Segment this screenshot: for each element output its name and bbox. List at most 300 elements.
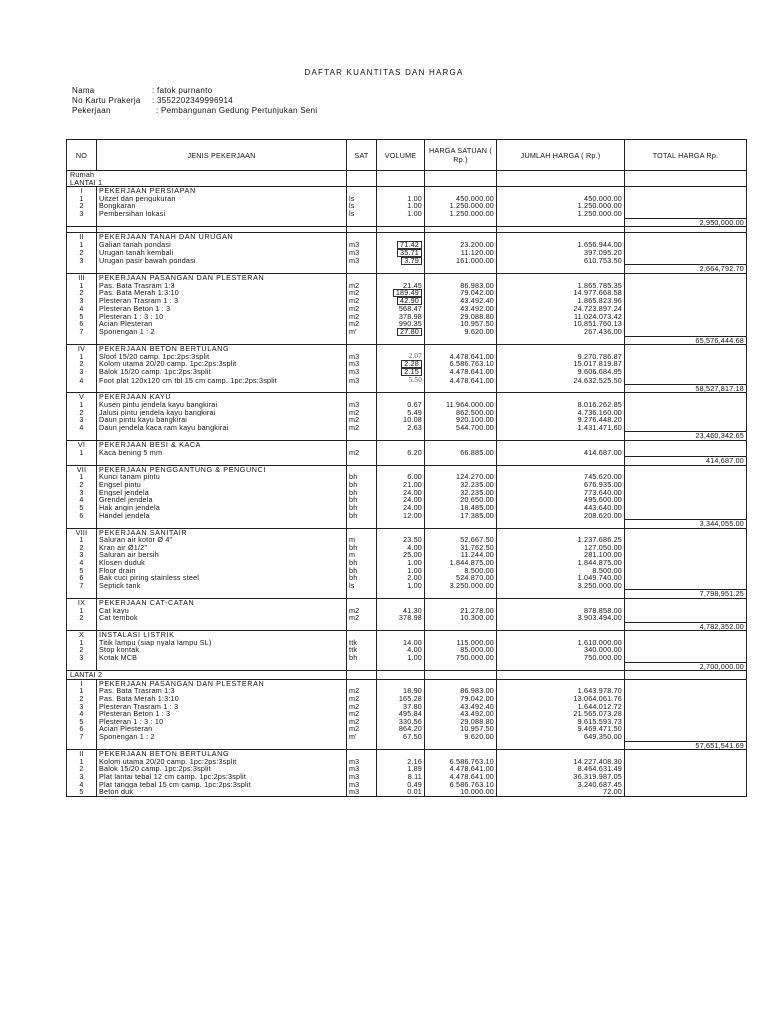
table-row	[67, 409, 747, 417]
table-row	[67, 504, 747, 512]
empty-cell	[97, 590, 347, 599]
header-jumlah: JUMLAH HARGA ( Rp.)	[497, 140, 625, 171]
empty-cell	[625, 773, 747, 781]
subtotal-value: 3,344,055.00	[625, 519, 747, 528]
item-no: 5	[67, 788, 97, 796]
empty-cell	[347, 590, 377, 599]
table-row	[67, 607, 747, 615]
table-row	[67, 710, 747, 718]
item-no: 6	[67, 320, 97, 328]
pekerjaan-label: Pekerjaan	[72, 106, 111, 115]
empty-cell	[347, 679, 377, 687]
empty-cell	[377, 432, 425, 441]
item-no: 4	[67, 710, 97, 718]
section-no: II	[67, 750, 97, 758]
item-sat: m'	[347, 328, 377, 336]
item-no: 1	[67, 282, 97, 290]
item-volume: 378.98	[377, 614, 425, 622]
nama-value: : fatok purnanto	[152, 86, 213, 95]
item-no: 2	[67, 249, 97, 257]
item-volume: 24.00	[377, 489, 425, 497]
volume-box: 2.15	[401, 368, 422, 376]
section-header-row	[67, 393, 747, 401]
empty-cell	[625, 781, 747, 789]
item-jumlah: 1.610.000.00	[497, 639, 625, 647]
item-sat: m2	[347, 703, 377, 711]
item-jumlah: 9.276.448.20	[497, 416, 625, 424]
empty-cell	[625, 544, 747, 552]
section-no: V	[67, 393, 97, 401]
item-volume: 1.00	[377, 567, 425, 575]
empty-cell	[497, 273, 625, 281]
volume-box: 3.79	[401, 257, 422, 265]
empty-cell	[625, 695, 747, 703]
table-row	[67, 449, 747, 457]
empty-cell	[347, 432, 377, 441]
section-no: VII	[67, 465, 97, 473]
empty-cell	[425, 590, 497, 599]
empty-cell	[497, 528, 625, 536]
item-jumlah: 676.935.00	[497, 481, 625, 489]
empty-cell	[377, 384, 425, 393]
item-no: 1	[67, 353, 97, 361]
empty-cell	[625, 559, 747, 567]
header-total: TOTAL HARGA Rp.	[625, 140, 747, 171]
item-no: 7	[67, 582, 97, 590]
item-name: Jalusi pintu jendela kayu bangkirai	[97, 409, 347, 417]
empty-cell	[497, 741, 625, 750]
item-sat: m3	[347, 241, 377, 249]
item-name: Balok 15/20 camp. 1pc:2ps:3split	[97, 368, 347, 376]
empty-cell	[625, 607, 747, 615]
item-volume: 1.00	[377, 195, 425, 203]
empty-cell	[625, 639, 747, 647]
item-harga: 10.000.00	[425, 788, 497, 796]
empty-cell	[497, 679, 625, 687]
empty-cell	[625, 241, 747, 249]
table-row	[67, 788, 747, 796]
item-harga: 1.844.875.00	[425, 559, 497, 567]
table-row	[67, 416, 747, 424]
empty-cell	[497, 336, 625, 345]
empty-cell	[497, 622, 625, 631]
item-harga: 43.492.40	[425, 297, 497, 305]
empty-cell	[377, 750, 425, 758]
item-no: 4	[67, 496, 97, 504]
table-row	[67, 718, 747, 726]
item-volume: 24.00	[377, 504, 425, 512]
empty-cell	[97, 662, 347, 671]
item-volume: 864.20	[377, 725, 425, 733]
table-row	[67, 639, 747, 647]
subtotal-row	[67, 662, 747, 671]
item-name: Plesteran 1 : 3 : 10	[97, 313, 347, 321]
item-name: Plesteran Trasram 1 : 3	[97, 703, 347, 711]
pekerjaan-value: : Pembangunan Gedung Pertunjukan Seni	[156, 106, 318, 115]
item-no: 2	[67, 289, 97, 297]
empty-cell	[67, 457, 97, 466]
item-jumlah: 1.844.875.00	[497, 559, 625, 567]
empty-cell	[497, 171, 625, 179]
item-no: 7	[67, 733, 97, 741]
item-harga: 43.492.00	[425, 305, 497, 313]
empty-cell	[497, 393, 625, 401]
empty-cell	[97, 265, 347, 274]
empty-cell	[377, 590, 425, 599]
subtotal-value: 58,527,817.18	[625, 384, 747, 393]
table-row	[67, 567, 747, 575]
nama-line	[72, 86, 212, 95]
item-jumlah: 14.227.408.30	[497, 758, 625, 766]
empty-cell	[625, 376, 747, 384]
item-volume: 6.20	[377, 449, 425, 457]
empty-cell	[377, 218, 425, 227]
item-name: Acian Plesteran	[97, 725, 347, 733]
item-sat: m2	[347, 320, 377, 328]
item-harga: 31.762.50	[425, 544, 497, 552]
empty-cell	[625, 297, 747, 305]
empty-cell	[497, 441, 625, 449]
volume-box: 2.28	[401, 360, 422, 368]
empty-cell	[625, 289, 747, 297]
item-jumlah: 495.600.00	[497, 496, 625, 504]
item-no: 3	[67, 257, 97, 265]
empty-cell	[625, 187, 747, 195]
item-jumlah: 14.977.668.58	[497, 289, 625, 297]
item-volume: 4.00	[377, 544, 425, 552]
empty-cell	[497, 457, 625, 466]
empty-cell	[425, 187, 497, 195]
empty-cell	[425, 233, 497, 241]
item-jumlah: 208.620.00	[497, 511, 625, 519]
item-volume: 1.89	[377, 765, 425, 773]
empty-cell	[347, 265, 377, 274]
empty-cell	[425, 179, 497, 187]
empty-cell	[377, 622, 425, 631]
item-no: 2	[67, 695, 97, 703]
item-jumlah: 450.000.00	[497, 195, 625, 203]
section-header-row	[67, 528, 747, 536]
nama-label: Nama	[72, 86, 95, 95]
item-jumlah: 1.250.000.00	[497, 210, 625, 218]
row-label: Rumah	[67, 171, 347, 179]
item-volume: 1.00	[377, 582, 425, 590]
item-volume: 67.50	[377, 733, 425, 741]
item-volume: 1.00	[377, 202, 425, 210]
empty-cell	[625, 733, 747, 741]
empty-cell	[625, 528, 747, 536]
table-row	[67, 496, 747, 504]
item-jumlah: 24.632.525.50	[497, 376, 625, 384]
empty-cell	[625, 305, 747, 313]
table-row	[67, 257, 747, 265]
item-name: Engsel jendela	[97, 489, 347, 497]
empty-cell	[425, 662, 497, 671]
item-name: Urugan tanah kembali	[97, 249, 347, 257]
table-row	[67, 536, 747, 544]
item-volume: 10.08	[377, 416, 425, 424]
item-no: 1	[67, 758, 97, 766]
empty-cell	[625, 353, 747, 361]
empty-cell	[497, 179, 625, 187]
table-row	[67, 544, 747, 552]
item-volume: 21.45	[377, 282, 425, 290]
table-body	[67, 171, 747, 797]
item-no: 5	[67, 567, 97, 575]
item-name: Bak cuci piring stainless steel	[97, 574, 347, 582]
empty-cell	[425, 336, 497, 345]
item-volume: 25.00	[377, 551, 425, 559]
empty-cell	[67, 432, 97, 441]
section-header-row	[67, 273, 747, 281]
empty-cell	[97, 384, 347, 393]
section-header-row	[67, 465, 747, 473]
item-no: 2	[67, 646, 97, 654]
item-name: Balok 15/20 camp. 1pc:2ps:3split	[97, 765, 347, 773]
subtotal-row	[67, 218, 747, 227]
kartu-line	[72, 96, 233, 105]
item-volume: 5.49	[377, 409, 425, 417]
empty-cell	[425, 750, 497, 758]
empty-cell	[377, 273, 425, 281]
item-harga: 6.586.763.10	[425, 360, 497, 368]
subtotal-row	[67, 384, 747, 393]
item-harga: 52.667.50	[425, 536, 497, 544]
empty-cell	[377, 679, 425, 687]
item-jumlah: 1.865.785.35	[497, 282, 625, 290]
empty-cell	[497, 233, 625, 241]
empty-cell	[97, 336, 347, 345]
empty-cell	[377, 187, 425, 195]
item-harga: 544.700.00	[425, 424, 497, 432]
item-sat: m3	[347, 765, 377, 773]
item-volume: 5.50	[377, 376, 425, 384]
section-header-row	[67, 345, 747, 353]
item-name: Kolom utama 20/20 camp. 1pc:2ps:3split	[97, 758, 347, 766]
item-harga: 17.385.00	[425, 511, 497, 519]
item-sat: m3	[347, 788, 377, 796]
table-row	[67, 313, 747, 321]
table-row	[67, 195, 747, 203]
empty-cell	[625, 758, 747, 766]
floor-row	[67, 671, 747, 680]
table-row	[67, 376, 747, 384]
volume-box: 71.42	[397, 241, 422, 249]
empty-cell	[425, 679, 497, 687]
item-name: Saluran air bersih	[97, 551, 347, 559]
item-harga: 920.100.00	[425, 416, 497, 424]
label-row	[67, 171, 747, 179]
item-no: 3	[67, 416, 97, 424]
item-no: 2	[67, 409, 97, 417]
empty-cell	[625, 631, 747, 639]
table-row	[67, 210, 747, 218]
empty-cell	[625, 489, 747, 497]
item-name: Pas. Bata Trasram 1:3	[97, 282, 347, 290]
item-harga: 11.244.00	[425, 551, 497, 559]
empty-cell	[377, 741, 425, 750]
table-row	[67, 654, 747, 662]
table-row	[67, 551, 747, 559]
item-jumlah: 281.100.00	[497, 551, 625, 559]
item-sat: bh	[347, 559, 377, 567]
section-no: X	[67, 631, 97, 639]
item-volume: 990.35	[377, 320, 425, 328]
table-row	[67, 473, 747, 481]
subtotal-row	[67, 741, 747, 750]
empty-cell	[625, 233, 747, 241]
empty-cell	[377, 179, 425, 187]
item-name: Kusen pintu jendela kayu bangkirai	[97, 401, 347, 409]
subtotal-row	[67, 336, 747, 345]
empty-cell	[625, 473, 747, 481]
empty-cell	[97, 741, 347, 750]
empty-cell	[497, 671, 625, 680]
section-no: II	[67, 233, 97, 241]
item-sat: m3	[347, 249, 377, 257]
item-sat: bh	[347, 473, 377, 481]
item-jumlah: 15.017.819.87	[497, 360, 625, 368]
item-harga: 10.300.00	[425, 614, 497, 622]
item-jumlah: 1.237.686.25	[497, 536, 625, 544]
empty-cell	[497, 631, 625, 639]
item-no: 6	[67, 574, 97, 582]
subtotal-value: 7,798,951.25	[625, 590, 747, 599]
item-harga: 3.250.000.00	[425, 582, 497, 590]
item-jumlah: 8.464.631.49	[497, 765, 625, 773]
item-name: Uitzet dan pengukuran	[97, 195, 347, 203]
table-row	[67, 282, 747, 290]
section-header-row	[67, 679, 747, 687]
item-name: Plesteran Beton 1 : 3	[97, 305, 347, 313]
item-harga: 9.620.00	[425, 328, 497, 336]
item-no: 1	[67, 401, 97, 409]
table-row	[67, 401, 747, 409]
item-name: Plesteran Trasram 1 : 3	[97, 297, 347, 305]
header-no: NO	[67, 140, 97, 171]
section-title: PEKERJAAN TANAH DAN URUGAN	[97, 233, 347, 241]
empty-cell	[425, 671, 497, 680]
section-no: I	[67, 679, 97, 687]
empty-cell	[497, 265, 625, 274]
section-no: I	[67, 187, 97, 195]
empty-cell	[625, 481, 747, 489]
empty-cell	[625, 598, 747, 606]
section-no: VIII	[67, 528, 97, 536]
item-no: 3	[67, 551, 97, 559]
item-sat: m2	[347, 687, 377, 695]
empty-cell	[425, 273, 497, 281]
empty-cell	[625, 679, 747, 687]
empty-cell	[377, 393, 425, 401]
item-harga: 43.492.40	[425, 703, 497, 711]
table-row	[67, 758, 747, 766]
table-row	[67, 202, 747, 210]
item-sat: m2	[347, 409, 377, 417]
item-sat: m3	[347, 376, 377, 384]
section-header-row	[67, 598, 747, 606]
item-name: Daun jendela kaca ram kayu bangkirai	[97, 424, 347, 432]
item-no: 2	[67, 765, 97, 773]
empty-cell	[497, 750, 625, 758]
item-jumlah: 1.250.000.00	[497, 202, 625, 210]
section-title: PEKERJAAN PENGGANTUNG & PENGUNCI	[97, 465, 347, 473]
item-sat: ls	[347, 582, 377, 590]
empty-cell	[497, 590, 625, 599]
empty-cell	[425, 631, 497, 639]
empty-cell	[347, 741, 377, 750]
item-sat: bh	[347, 496, 377, 504]
empty-cell	[347, 441, 377, 449]
section-title: PEKERJAAN BETON BERTULANG	[97, 750, 347, 758]
table-row	[67, 249, 747, 257]
empty-cell	[625, 257, 747, 265]
section-title: PEKERJAAN SANITAIR	[97, 528, 347, 536]
item-name: Titik lampu (siap nyala lampu SL)	[97, 639, 347, 647]
subtotal-value: 2,950,000.00	[625, 218, 747, 227]
empty-cell	[347, 457, 377, 466]
item-sat: m2	[347, 424, 377, 432]
item-harga: 10.957.50	[425, 725, 497, 733]
item-no: 4	[67, 424, 97, 432]
item-harga: 4.478.641.00	[425, 765, 497, 773]
empty-cell	[425, 519, 497, 528]
item-jumlah: 1.643.978.70	[497, 687, 625, 695]
item-harga: 862.500.00	[425, 409, 497, 417]
table-row	[67, 781, 747, 789]
item-harga: 6.586.763.10	[425, 781, 497, 789]
item-name: Sponengan 1 : 2	[97, 733, 347, 741]
section-title: PEKERJAAN BETON BERTULANG	[97, 345, 347, 353]
item-harga: 4.478.641.00	[425, 353, 497, 361]
table-header	[67, 140, 747, 171]
empty-cell	[67, 336, 97, 345]
item-volume: 21.00	[377, 481, 425, 489]
item-sat: m	[347, 536, 377, 544]
section-title: PEKERJAAN KAYU	[97, 393, 347, 401]
document-title: DAFTAR KUANTITAS DAN HARGA	[304, 68, 464, 77]
empty-cell	[347, 671, 377, 680]
item-name: Grendel jendela	[97, 496, 347, 504]
item-no: 2	[67, 544, 97, 552]
item-volume	[377, 297, 425, 305]
item-volume	[377, 368, 425, 376]
empty-cell	[347, 528, 377, 536]
empty-cell	[377, 345, 425, 353]
item-harga: 11.964.000.00	[425, 401, 497, 409]
header-jenis: JENIS PEKERJAAN	[97, 140, 347, 171]
empty-cell	[425, 465, 497, 473]
empty-cell	[497, 218, 625, 227]
empty-cell	[625, 536, 747, 544]
empty-cell	[497, 432, 625, 441]
item-no: 4	[67, 781, 97, 789]
empty-cell	[377, 265, 425, 274]
empty-cell	[425, 622, 497, 631]
item-name: Engsel pintu	[97, 481, 347, 489]
table-row	[67, 614, 747, 622]
item-volume: 37.80	[377, 703, 425, 711]
empty-cell	[625, 449, 747, 457]
item-volume: 18.90	[377, 687, 425, 695]
empty-cell	[377, 457, 425, 466]
empty-cell	[377, 519, 425, 528]
item-jumlah: 3.250.000.00	[497, 582, 625, 590]
empty-cell	[347, 273, 377, 281]
item-volume	[377, 257, 425, 265]
volume-box: 35.71	[397, 249, 422, 257]
item-name: Pembersihan lokasi	[97, 210, 347, 218]
